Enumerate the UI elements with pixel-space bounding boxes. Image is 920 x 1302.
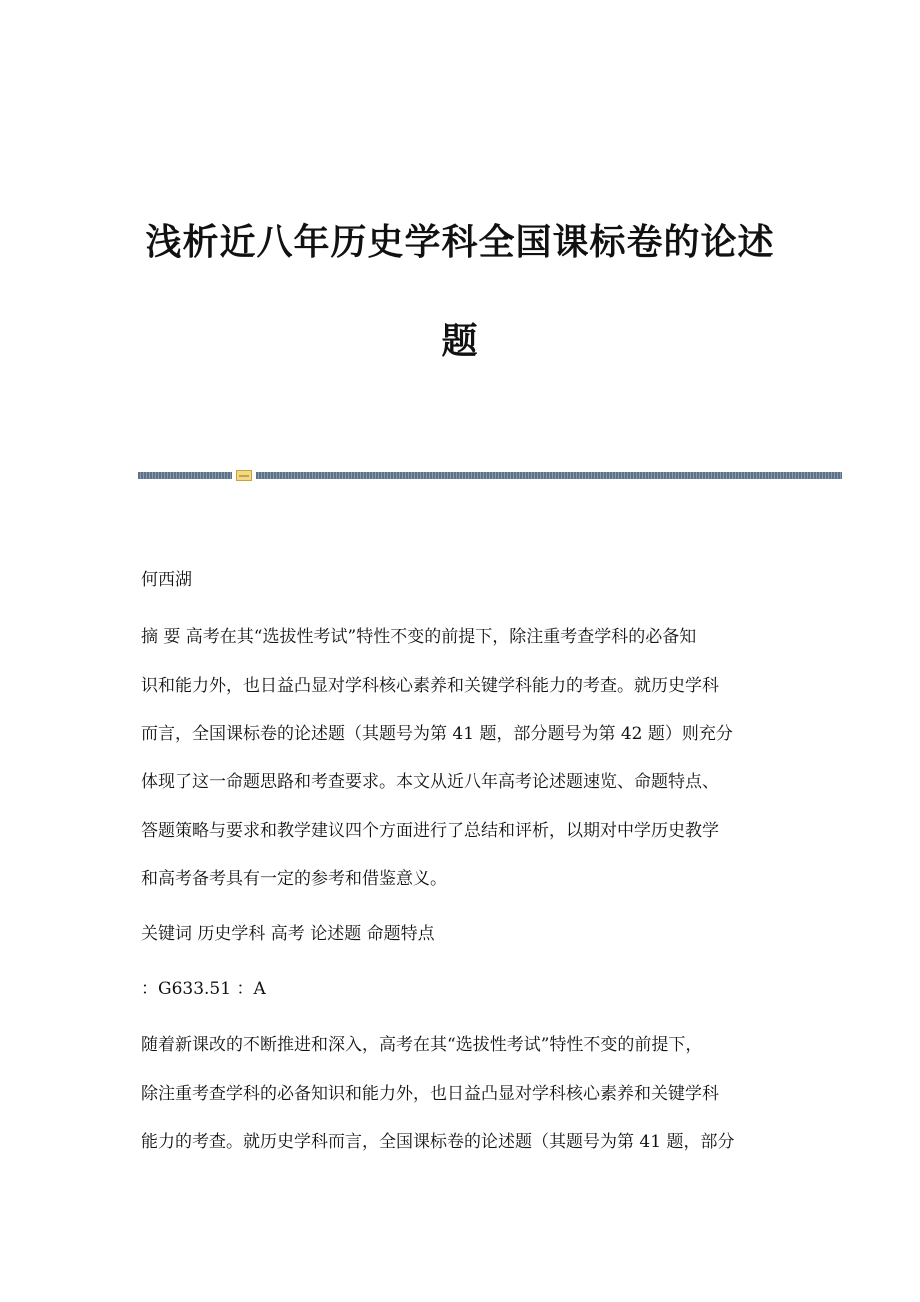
abstract-line: 体现了这一命题思路和考查要求。本文从近八年高考论述题速览、命题特点、 — [141, 772, 719, 792]
body-line: 随着新课改的不断推进和深入，高考在其“选拔性考试”特性不变的前提下， — [141, 1035, 703, 1055]
classification-code: ：G633.51 ：A — [141, 979, 266, 999]
abstract-line: 摘 要 高考在其“选拔性考试”特性不变的前提下，除注重考查学科的必备知 — [141, 627, 697, 647]
abstract-line: 识和能力外，也日益凸显对学科核心素养和关键学科能力的考查。就历史学科 — [141, 676, 719, 696]
body-line: 除注重考查学科的必备知识和能力外，也日益凸显对学科核心素养和关键学科 — [141, 1084, 719, 1104]
abstract-line: 答题策略与要求和教学建议四个方面进行了总结和评析，以期对中学历史教学 — [141, 821, 719, 841]
keywords: 关键词 历史学科 高考 论述题 命题特点 — [141, 924, 435, 944]
abstract-line: 和高考备考具有一定的参考和借鉴意义。 — [141, 869, 447, 889]
body-line: 能力的考查。就历史学科而言，全国课标卷的论述题（其题号为第 41 题，部分 — [141, 1132, 735, 1152]
divider-bar-left — [138, 472, 232, 479]
divider-ornament-icon — [236, 470, 252, 481]
title-divider — [138, 470, 842, 480]
title-line-2: 题 — [441, 320, 479, 362]
abstract-line: 而言，全国课标卷的论述题（其题号为第 41 题，部分题号为第 42 题）则充分 — [141, 724, 733, 744]
author-name: 何西湖 — [141, 570, 192, 590]
title-line-1: 浅析近八年历史学科全国课标卷的论述 — [145, 221, 775, 263]
divider-bar-right — [256, 472, 842, 479]
